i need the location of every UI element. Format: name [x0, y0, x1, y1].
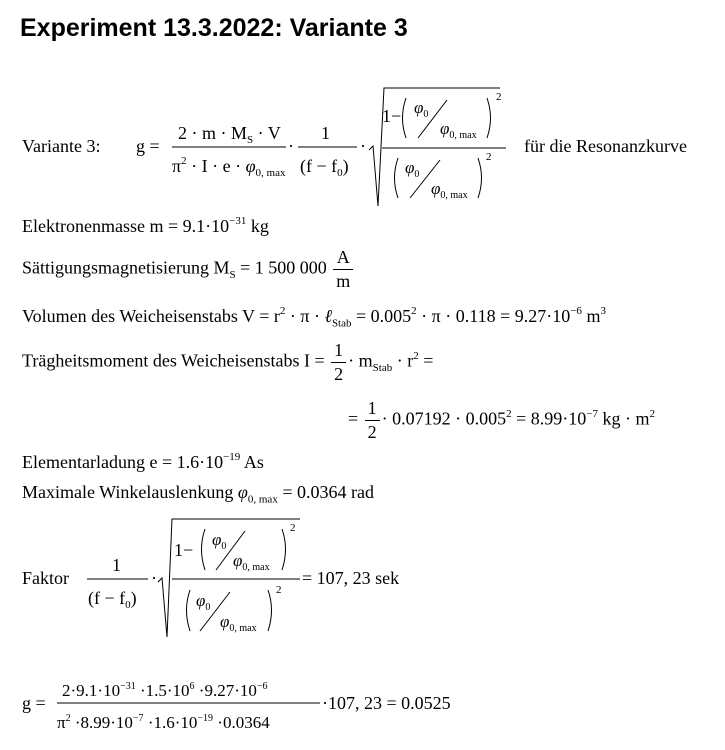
final-result: ·107, 23 = 0.0525: [322, 693, 451, 713]
half-fraction-2: $\frac{1}{2}$: [365, 398, 380, 443]
root-num-square: 2: [496, 91, 502, 103]
frac1-den-pi: π: [172, 156, 182, 176]
svg-text:φ0, max: $\varphi_{0, max}$: [440, 119, 477, 141]
inertia-line: Trägheitsmoment des Weicheisenstabs I = $\frac{1}{2}$ · $m_{Stab} \cdot r^2$ =: [22, 340, 434, 384]
svg-text:φ0, max: $\varphi_{0, max}$: [220, 612, 257, 634]
frac1-den-phi-sub: 0, max: [255, 167, 286, 179]
svg-text:φ0: $\varphi_0$: [405, 158, 420, 180]
deflection-line: Maximale Winkelauslenkung $\varphi_{0, max} = 0.0364$ rad: [22, 482, 374, 506]
charge-line: Elementarladung $e = 1.6\cdot 10^{-19}$ As: [22, 451, 264, 472]
svg-text:2 · m · MS · V: [178, 123, 281, 146]
root-den-square: 2: [486, 151, 492, 163]
svg-text:π2 · I · e · φ0, max: [172, 155, 286, 179]
factor-result: = 107, 23 sek: [302, 568, 400, 588]
frac1-den-tail: · I · e ·: [186, 156, 246, 176]
frac2-denominator-sub: 0: [337, 167, 343, 179]
factor-label: Faktor: [22, 568, 69, 588]
frac2-denominator-close: ): [342, 156, 349, 176]
frac2-numerator: 1: [321, 123, 330, 143]
electron-mass-line: Elektronenmasse $m = 9.1\cdot 10^{-31}$ kg: [22, 215, 269, 236]
unit-fraction: $\frac{A}{m}$: [333, 247, 353, 292]
svg-text:φ0: $\varphi_0$: [196, 591, 211, 613]
svg-text:2: 2: [290, 522, 296, 534]
svg-text:φ0, max: $\varphi_{0, max}$: [233, 551, 270, 573]
svg-text:φ0, max: $\varphi_{0, max}$: [431, 179, 468, 201]
inertia-result-line: = $\frac{1}{2}$ · $0.07192 \cdot 0.005^2 = 8.99\cdot 10^{-7}$ kg · $m^2$: [348, 398, 656, 442]
svg-text:·: ·: [288, 136, 294, 156]
formula-label: Variante 3:: [22, 136, 101, 156]
svg-text:(f − f0): [300, 156, 349, 179]
svg-text:2: 2: [276, 584, 282, 596]
final-denominator: $\pi^2 \cdot 8.99\cdot 10^{-7} \cdot 1.6\cdot 10^{-19} \cdot 0.0364$: [57, 713, 270, 732]
svg-text:1: 1: [112, 555, 121, 575]
formula-tail: für die Resonanzkurve: [524, 136, 687, 156]
svg-text:φ0: $\varphi_0$: [212, 530, 227, 552]
frac1-numerator-sub: S: [247, 134, 254, 146]
final-numerator: $2\cdot 9.1\cdot 10^{-31} \cdot 1.5\cdot 10^6 \cdot 9.27\cdot 10^{-6}$: [62, 681, 268, 700]
frac1-numerator: 2 · m · M: [178, 123, 247, 143]
final-lhs: g =: [22, 693, 46, 713]
saturation-line: Sättigungsmagnetisierung $M_S = 1$ 500 000 $\frac{A}{m}$: [22, 247, 355, 292]
factor-formula: [0, 515, 725, 645]
main-formula: [0, 0, 725, 215]
svg-text:·: ·: [151, 568, 157, 588]
svg-text:(f − f0): $(f - f_0)$: [88, 588, 137, 611]
half-fraction: $\frac{1}{2}$: [331, 340, 346, 385]
svg-text:·: ·: [360, 136, 366, 156]
frac2-denominator: (f − f: [300, 156, 338, 176]
svg-text:1−: 1−: [174, 540, 194, 560]
frac1-den-pow: 2: [181, 155, 187, 167]
root-one-minus: 1−: [382, 106, 402, 126]
svg-text:φ0: $\varphi_0$: [414, 98, 429, 120]
volume-line: Volumen des Weicheisenstabs $V = r^2 \cdot \pi$ · ℓ$_{Stab}$ = $0.005^2 \cdot \pi \cdot 0.118 = 9.27\cdot 10^{-6}$ $m^3$: [22, 305, 606, 330]
final-formula: [0, 670, 725, 750]
page-title: Experiment 13.3.2022: Variante 3: [20, 14, 408, 42]
frac1-numerator-tail: · V: [253, 123, 281, 143]
frac1-den-phi: φ: [245, 156, 256, 176]
formula-lhs: g =: [136, 136, 160, 156]
